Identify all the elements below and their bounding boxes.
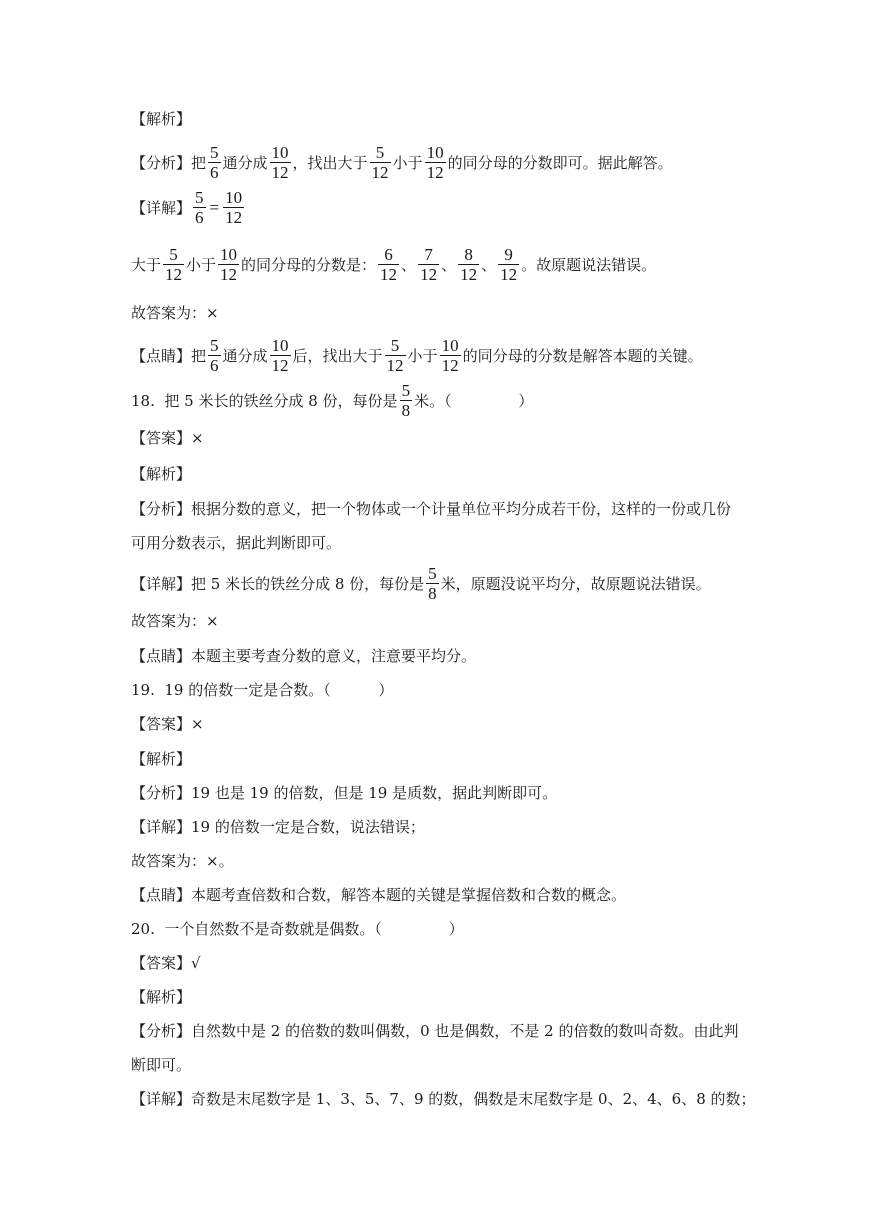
fraction-numerator: 10 (220, 245, 238, 264)
text-line (131, 143, 673, 182)
fraction (418, 245, 439, 284)
fraction-denominator: 8 (428, 584, 437, 603)
text-run: 【详解】奇数是末尾数字是 1、3、5、7、9 的数，偶数是末尾数字是 0、2、4、6、8 的数； (131, 1090, 756, 1108)
fraction-numerator: 10 (225, 188, 243, 207)
fraction-denominator: 12 (460, 265, 478, 284)
text-run: 【解析】 (131, 988, 192, 1006)
text-line (131, 428, 204, 448)
text-run: 断即可。 (131, 1056, 192, 1074)
text-run: 大于 (131, 255, 162, 274)
fraction (458, 245, 479, 284)
fraction-numerator: 10 (441, 336, 459, 355)
fraction-denominator: 12 (371, 163, 389, 182)
fraction (498, 245, 519, 284)
text-line (131, 381, 533, 420)
text-run: 小于 (392, 153, 423, 172)
text-line (131, 953, 201, 973)
text-line (131, 987, 191, 1007)
text-run: 【点睛】本题考查倍数和合数，解答本题的关键是掌握倍数和合数的概念。 (131, 886, 627, 904)
text-line (131, 464, 191, 484)
fraction (208, 336, 221, 375)
fraction-numerator: 10 (271, 143, 289, 162)
text-run: 【点睛】本题主要考查分数的意义，注意要平均分。 (131, 647, 477, 665)
text-run: 的同分母的分数即可。据此解答。 (447, 153, 673, 172)
fraction-denominator: 8 (401, 401, 411, 420)
text-run: 。故原题说法错误。 (521, 255, 657, 274)
fraction (270, 336, 291, 375)
text-line (131, 109, 191, 129)
fraction-numerator: 5 (195, 188, 204, 207)
text-run: 【详解】19 的倍数一定是合数，说法错误； (131, 818, 425, 836)
fraction-numerator: 9 (504, 245, 513, 264)
text-run: 【分析】把 (131, 153, 207, 172)
fraction (218, 245, 239, 284)
text-line (131, 680, 393, 700)
fraction (163, 245, 184, 284)
text-run: 【解析】 (131, 465, 192, 483)
text-run: 【解析】 (131, 750, 192, 768)
text-line (131, 817, 425, 837)
text-run: 【点睛】把 (131, 346, 207, 365)
text-run: 故答案为：× (131, 304, 219, 322)
fraction-denominator: 12 (220, 265, 238, 284)
text-run: 通分成 (222, 346, 268, 365)
text-run: 20. 一个自然数不是奇数就是偶数。（ ） (131, 920, 464, 938)
text-run: ，找出大于 (292, 153, 368, 172)
fraction (426, 564, 439, 603)
text-line (131, 499, 731, 519)
text-run: 米，原题没说平均分，故原题说法错误。 (440, 574, 711, 593)
text-line (131, 1089, 756, 1109)
text-line (131, 749, 191, 769)
text-run: 【分析】19 也是 19 的倍数，但是 19 是质数，据此判断即可。 (131, 784, 558, 802)
fraction (385, 336, 406, 375)
fraction (440, 336, 461, 375)
fraction-denominator: 12 (420, 265, 438, 284)
text-run: 小于 (186, 255, 217, 274)
fraction-denominator: 6 (210, 163, 219, 182)
text-line (131, 714, 204, 734)
fraction-denominator: 12 (386, 356, 404, 375)
text-line (131, 245, 656, 284)
fraction-numerator: 5 (169, 245, 178, 264)
text-run: 的同分母的分数是解答本题的关键。 (462, 346, 703, 365)
text-run: 小于 (407, 346, 438, 365)
fraction-denominator: 12 (500, 265, 518, 284)
fraction-denominator: 12 (441, 356, 459, 375)
fraction-denominator: 12 (426, 163, 444, 182)
fraction-denominator: 12 (165, 265, 183, 284)
fraction-denominator: 12 (271, 163, 289, 182)
text-run: 【答案】√ (131, 954, 201, 972)
fraction (193, 188, 206, 227)
text-line (131, 611, 219, 631)
text-run: 、 (401, 255, 417, 274)
text-line (131, 646, 476, 666)
text-line (131, 564, 711, 603)
text-run: 故答案为：×。 (131, 852, 234, 870)
fraction-numerator: 8 (464, 245, 473, 264)
text-run: 、 (441, 255, 457, 274)
text-run: 后，找出大于 (292, 346, 383, 365)
fraction (378, 245, 399, 284)
text-run: 【分析】根据分数的意义，把一个物体或一个计量单位平均分成若干份，这样的一份或几份 (131, 500, 732, 518)
text-line (131, 188, 246, 227)
fraction (270, 143, 291, 182)
fraction-numerator: 5 (390, 336, 400, 355)
text-run: 【答案】× (131, 715, 204, 733)
text-line (131, 885, 626, 905)
fraction-numerator: 5 (375, 143, 385, 162)
text-line (131, 1055, 191, 1075)
fraction-denominator: 12 (271, 356, 289, 375)
fraction (208, 143, 221, 182)
fraction-numerator: 6 (384, 245, 393, 264)
fraction (400, 381, 413, 420)
text-line (131, 919, 464, 939)
text-line (131, 1021, 738, 1041)
text-run: 米。（ ） (414, 391, 534, 410)
text-line (131, 336, 703, 375)
fraction-denominator: 12 (380, 265, 398, 284)
fraction-numerator: 5 (210, 336, 219, 355)
fraction-numerator: 5 (401, 381, 411, 400)
fraction (370, 143, 391, 182)
fraction-numerator: 7 (424, 245, 433, 264)
text-run: 19. 19 的倍数一定是合数。（ ） (131, 681, 394, 699)
equals-sign: = (209, 197, 220, 217)
text-run: 可用分数表示，据此判断即可。 (131, 534, 342, 552)
fraction-numerator: 10 (271, 336, 289, 355)
text-line (131, 851, 234, 871)
text-line (131, 303, 219, 323)
fraction-numerator: 10 (426, 143, 444, 162)
text-run: 【详解】把 5 米长的铁丝分成 8 份，每份是 (131, 574, 425, 593)
fraction-denominator: 6 (210, 356, 219, 375)
text-run: 【分析】自然数中是 2 的倍数的数叫偶数，0 也是偶数，不是 2 的倍数的数叫奇数。由此判 (131, 1022, 739, 1040)
fraction (425, 143, 446, 182)
text-run: 的同分母的分数是： (241, 255, 377, 274)
text-run: 通分成 (222, 153, 268, 172)
text-run: 、 (481, 255, 497, 274)
text-run: 【详解】 (131, 198, 192, 217)
fraction (223, 188, 244, 227)
fraction-denominator: 6 (195, 208, 204, 227)
fraction-denominator: 12 (225, 208, 243, 227)
fraction-numerator: 5 (210, 143, 219, 162)
text-run: 18. 把 5 米长的铁丝分成 8 份，每份是 (131, 391, 398, 410)
text-line (131, 533, 341, 553)
text-run: 故答案为：× (131, 612, 219, 630)
text-line (131, 783, 557, 803)
fraction-numerator: 5 (428, 564, 437, 583)
text-run: 【答案】× (131, 429, 204, 447)
text-run: 【解析】 (131, 110, 192, 128)
